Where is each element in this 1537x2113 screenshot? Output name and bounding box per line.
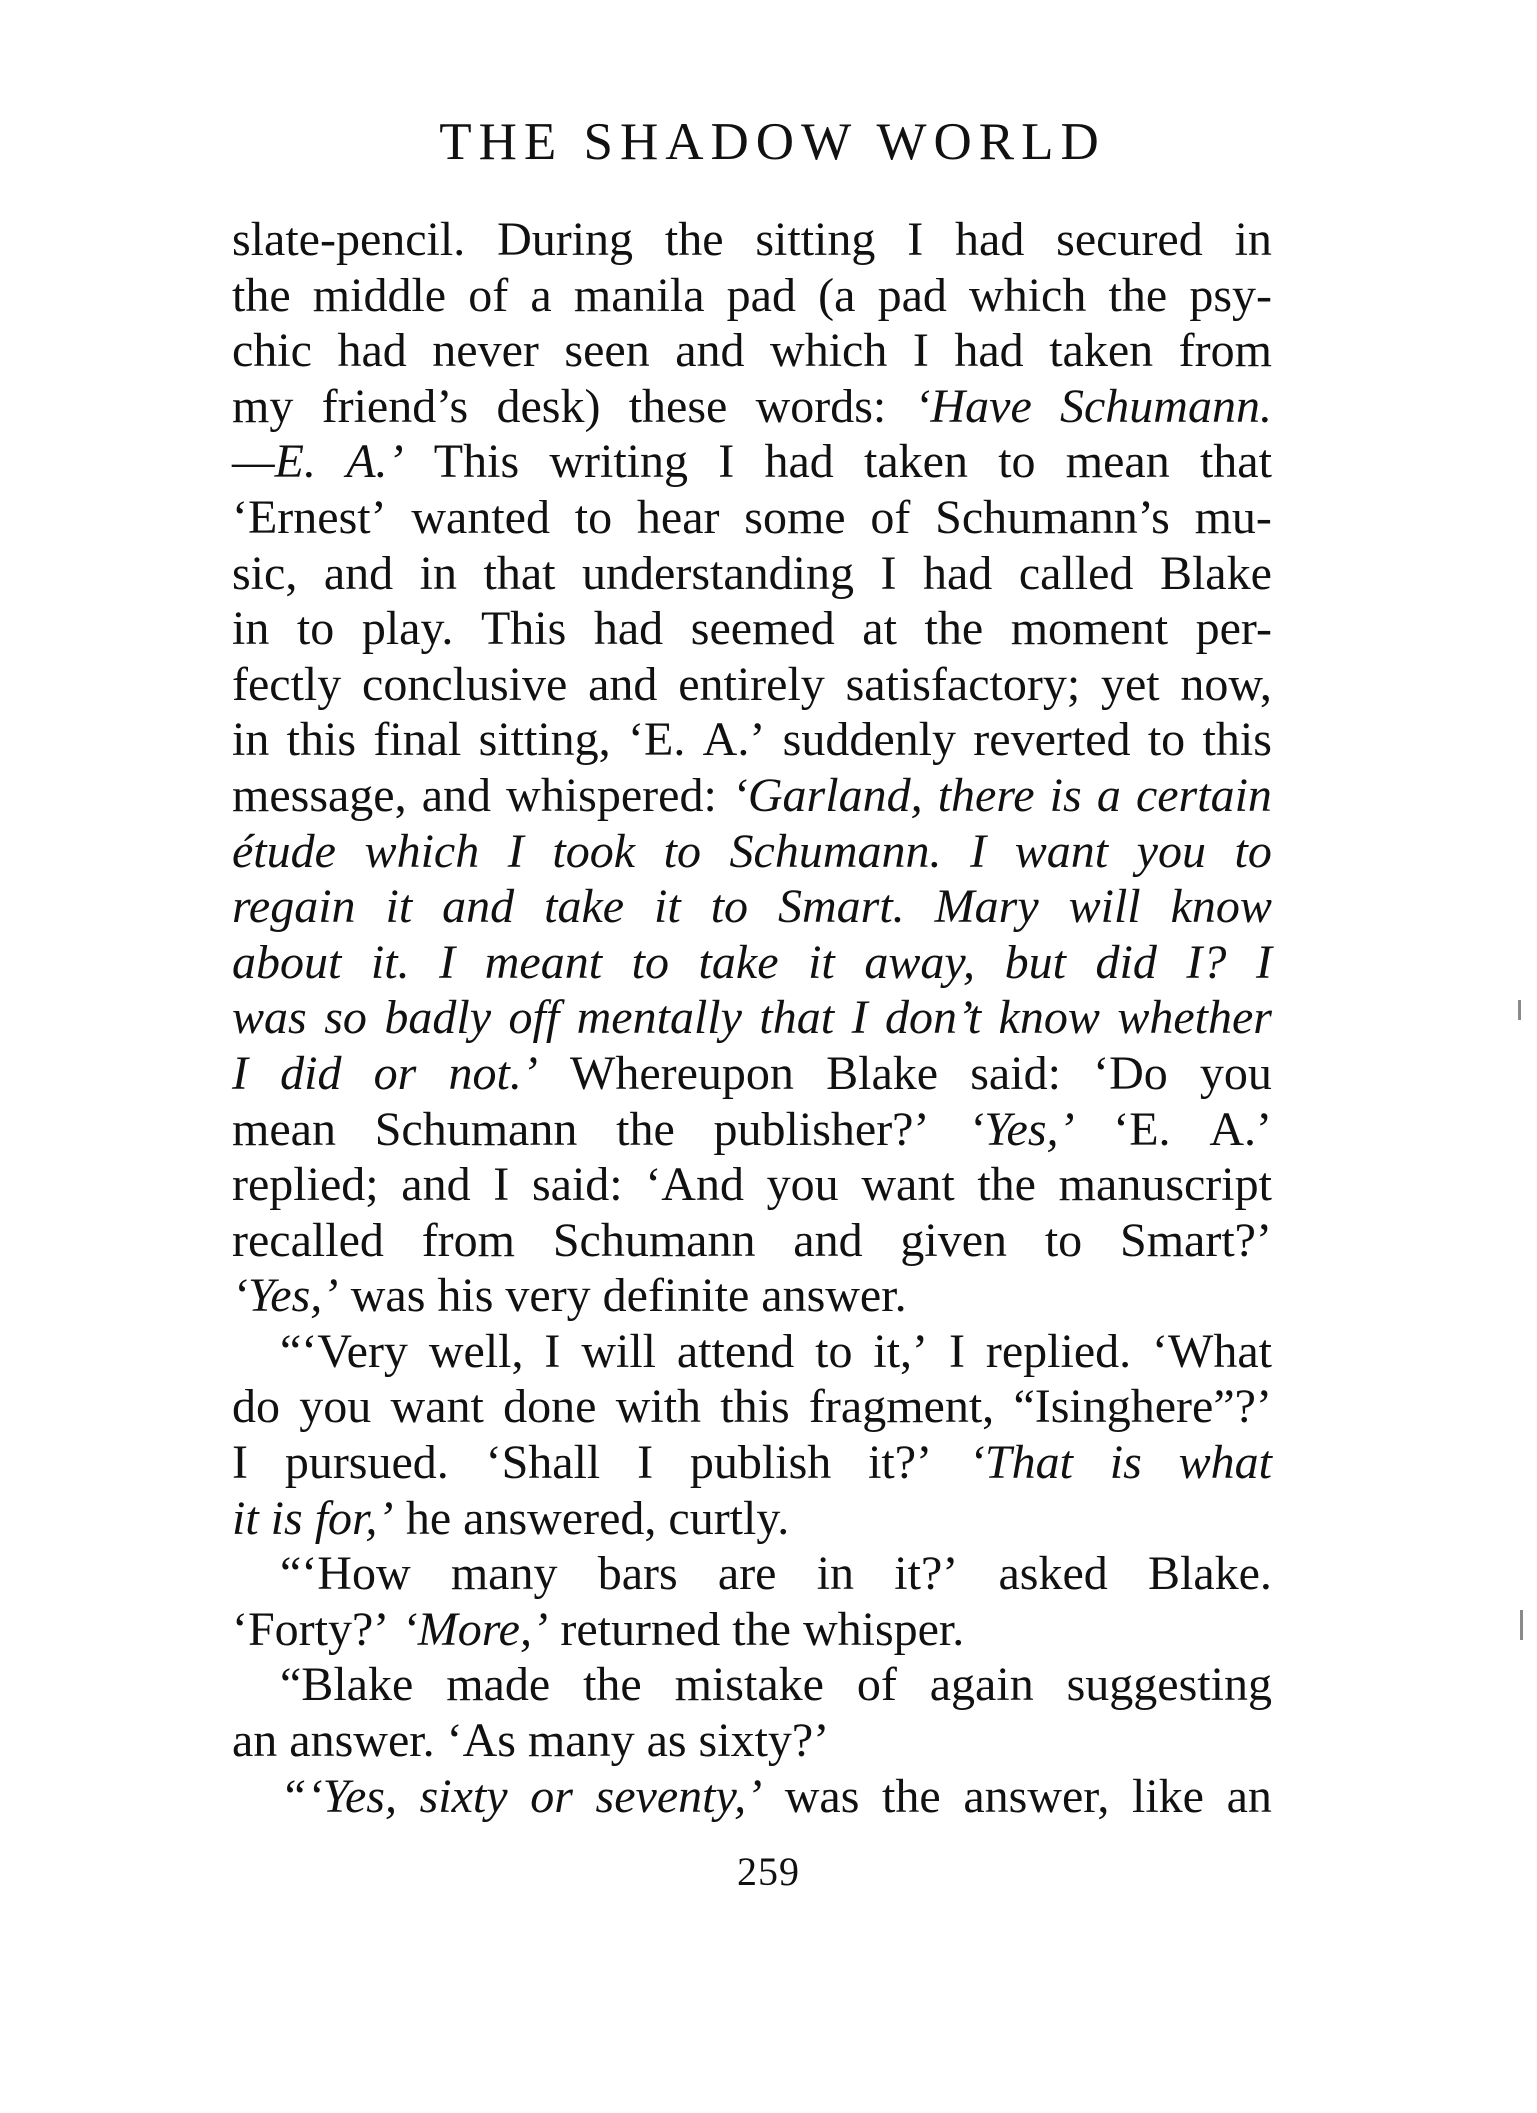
text-line [232,1769,1272,1825]
text-line [232,712,1272,768]
roman-text: to [815,1324,853,1378]
roman-text: said: [970,1046,1061,1100]
roman-text: “Isinghere”?’ [1013,1380,1272,1434]
roman-text: publisher?’ [713,1102,930,1156]
italic-text: ‘Garland, [731,768,923,822]
text-line [232,1102,1272,1158]
roman-text: of [468,268,509,322]
roman-text: This [433,435,520,489]
text-line [232,379,1272,435]
italic-text: to [710,880,749,934]
roman-text: “Blake [280,1658,414,1712]
italic-text: took [552,824,636,878]
text-line [232,1657,1272,1713]
roman-text: was [784,1769,860,1823]
roman-text: and [675,324,745,378]
roman-text: well, [428,1324,524,1378]
roman-text: suggesting [1066,1658,1272,1712]
roman-text: answer, [963,1769,1110,1823]
roman-text: desk) [496,379,601,433]
roman-text: from [1178,324,1272,378]
roman-text: middle [312,268,447,322]
roman-text: and [401,1158,471,1212]
roman-text: final [373,713,462,767]
roman-text: it,’ [873,1324,929,1378]
text-line [232,1713,1272,1769]
roman-text: to [998,435,1036,489]
roman-text: had [337,324,407,378]
roman-text: moment [1010,602,1169,656]
roman-text: This [480,602,567,656]
roman-text: which [770,324,888,378]
roman-text: the [232,268,291,322]
roman-text: an answer. ‘As many as sixty?’ [232,1714,830,1768]
roman-text: Schumann’s [935,490,1170,544]
italic-text: Mary [934,880,1039,934]
body-text [232,212,1272,1824]
italic-text: it is for,’ [232,1491,394,1545]
roman-text: conclusive [362,657,568,711]
italic-text: off [508,991,560,1045]
roman-text: the [924,602,984,656]
text-line [232,1435,1272,1491]
roman-text: given [900,1213,1008,1267]
roman-text: wanted [411,490,550,544]
roman-text: the [1108,268,1168,322]
italic-text: or [530,1769,573,1823]
roman-text: had [923,546,993,600]
italic-text: it. [370,935,410,989]
italic-text: Smart. [778,880,905,934]
roman-text: had [593,602,664,656]
roman-text: it?’ [894,1547,959,1601]
text-line [232,657,1272,713]
scan-edge-mark [1518,1000,1521,1020]
roman-text: an [1226,1769,1272,1823]
roman-text: many [450,1547,558,1601]
text-line [232,935,1272,991]
italic-text: A.’ [346,435,404,489]
roman-text: manuscript [1058,1158,1272,1212]
roman-text: I [493,1158,510,1212]
text-line [232,434,1272,490]
italic-text: about [232,935,342,989]
roman-text: will [581,1324,656,1378]
roman-text: I [718,435,735,489]
text-line [232,323,1272,379]
italic-text: but [1004,935,1066,989]
roman-text: it?’ [868,1436,933,1490]
roman-text: satisfactory; [845,657,1081,711]
roman-text: now, [1180,657,1272,711]
roman-text: per- [1195,602,1272,656]
roman-text: ‘Shall [485,1436,601,1490]
roman-text: During [497,213,634,266]
roman-text: friend’s [321,379,469,433]
roman-text: pad [726,268,796,322]
text-line [232,879,1272,935]
italic-text: mentally [576,991,742,1045]
italic-text: whether [1117,991,1272,1045]
italic-text: did [280,1046,342,1100]
roman-text: play. [361,602,454,656]
roman-text: A.’ [1209,1102,1272,1156]
roman-text: Blake [826,1046,939,1100]
text-line [232,1602,1272,1658]
italic-text: know [998,991,1100,1045]
text-line [232,268,1272,324]
italic-text: badly [384,991,491,1045]
italic-text: don’t [885,991,982,1045]
roman-text: you [766,1158,839,1212]
roman-text: done [503,1380,597,1434]
italic-text: I [1255,935,1272,989]
roman-text: message, [232,768,407,822]
roman-text: at [862,602,897,656]
roman-text: this [286,713,357,767]
roman-text: secured [1056,213,1203,266]
roman-text: ‘Do [1093,1046,1168,1100]
italic-text: and [442,880,515,934]
roman-text: Blake. [1147,1547,1272,1601]
roman-text: words: [755,379,887,433]
roman-text: Whereupon [570,1046,794,1100]
roman-text: A.’ [702,713,766,767]
italic-text: étude [232,824,336,878]
roman-text: fragment, [808,1380,995,1434]
italic-text: seventy,’ [595,1769,763,1823]
italic-text: want [1014,824,1109,878]
roman-text: had [955,213,1025,266]
text-line [232,1268,1272,1324]
italic-text: is [1049,768,1082,822]
text-line [232,824,1272,880]
roman-text: and [421,768,492,822]
roman-text: seemed [690,602,835,656]
roman-text: sic, [232,546,298,600]
roman-text: my [232,379,294,433]
italic-text: what [1178,1436,1272,1490]
text-line [232,990,1272,1046]
roman-text: and [323,546,394,600]
roman-text: had [764,435,834,489]
roman-text: publish [689,1436,832,1490]
roman-text: that [1199,435,1272,489]
italic-text: to [1234,824,1272,878]
italic-text: Schumann. [729,824,942,878]
roman-text: returned the whisper. [560,1602,965,1656]
roman-text: some [744,490,846,544]
roman-text: I [907,213,924,266]
roman-text: to [1147,713,1186,767]
roman-text: that [483,546,556,600]
italic-text: that [759,991,835,1045]
roman-text: which [969,268,1087,322]
roman-text: entirely [678,657,825,711]
italic-text: will [1068,880,1141,934]
italic-text: I [851,991,868,1045]
roman-text: the [977,1158,1036,1212]
roman-text: in [232,713,270,767]
italic-text: so [324,991,367,1045]
italic-text: take [544,880,625,934]
roman-text: slate-pencil. [232,213,466,266]
roman-text: a [530,268,552,322]
roman-text: the [664,213,724,266]
roman-text: Blake [1159,546,1272,600]
roman-text: mu- [1194,490,1272,544]
roman-text: in [1234,213,1272,266]
italic-text: ‘That [968,1436,1073,1490]
roman-text: you [299,1380,372,1434]
roman-text: ‘And [645,1158,744,1212]
italic-text: which [364,824,480,878]
roman-text: this [720,1380,790,1434]
roman-text: suddenly [782,713,956,767]
italic-text: certain [1135,768,1272,822]
roman-text: never [432,324,539,378]
roman-text: are [717,1547,777,1601]
roman-text: and [793,1213,863,1267]
italic-text: know [1170,880,1272,934]
roman-text: ‘Forty?’ [232,1602,390,1656]
roman-text: to [1044,1213,1083,1267]
roman-text: I [912,324,929,378]
roman-text: taken [864,435,968,489]
roman-text: pad [877,268,947,322]
text-line [232,1324,1272,1380]
roman-text: ‘What [1152,1324,1272,1378]
italic-text: a [1096,768,1121,822]
roman-text: you [1199,1046,1272,1100]
roman-text: recalled [232,1213,384,1267]
roman-text: ‘Ernest’ [232,490,387,544]
roman-text: chic [232,324,312,378]
text-line [232,1491,1272,1547]
text-line [232,490,1272,546]
roman-text: hear [636,490,720,544]
text-line [232,768,1272,824]
roman-text: asked [998,1547,1108,1601]
roman-text: want [861,1158,955,1212]
roman-text: the [583,1658,642,1712]
roman-text: I [232,1436,248,1490]
italic-text: to [631,935,669,989]
roman-text: in [232,602,270,656]
italic-text: I [507,824,524,878]
page-number: 259 [737,1849,800,1894]
roman-text: sitting [755,213,876,266]
roman-text: I [880,546,897,600]
roman-text: taken [1049,324,1154,378]
italic-text: away, [864,935,975,989]
text-line [232,1546,1272,1602]
italic-text: I [970,824,987,878]
text-line [232,601,1272,657]
italic-text: —E. [232,435,316,489]
roman-text: bars [597,1547,678,1601]
roman-text: I [637,1436,654,1490]
text-line [232,1046,1272,1102]
roman-text: this [1202,713,1272,767]
roman-text: yet [1100,657,1160,711]
roman-text: I [948,1324,965,1378]
italic-text: was [232,991,307,1045]
italic-text: or [373,1046,417,1100]
roman-text: seen [564,324,650,378]
running-head: THE SHADOW WORLD [439,113,1106,171]
italic-text: ‘Yes,’ [232,1269,339,1323]
roman-text: replied. [985,1324,1132,1378]
italic-text: it [654,880,681,934]
roman-text: the [616,1102,675,1156]
roman-text: and [588,657,658,711]
text-line [232,1157,1272,1213]
roman-text: I [544,1324,561,1378]
italic-text: I? [1186,935,1227,989]
roman-text: writing [549,435,689,489]
roman-text: in [419,546,458,600]
roman-text: was his very definite answer. [350,1269,907,1323]
roman-text: “‘How [280,1547,411,1601]
roman-text: Schumann [552,1213,756,1267]
roman-text: mean [232,1102,336,1156]
roman-text: called [1018,546,1134,600]
italic-text: I [232,1046,248,1100]
italic-text: meant [484,935,603,989]
roman-text: ‘E. [628,713,686,767]
roman-text: had [954,324,1024,378]
roman-text: of [870,490,911,544]
roman-text: psy- [1189,268,1272,322]
italic-text: to [663,824,701,878]
italic-text: ‘Yes,’ [968,1102,1075,1156]
italic-text: not.’ [448,1046,538,1100]
roman-text: pursued. [284,1436,449,1490]
roman-text: reverted [973,713,1131,767]
roman-text: Smart?’ [1120,1213,1272,1267]
roman-text: to [574,490,613,544]
roman-text: mean [1065,435,1170,489]
text-line [232,1213,1272,1269]
roman-text: in [816,1547,855,1601]
italic-text: regain [232,880,356,934]
italic-text: take [698,935,779,989]
roman-text: mistake [674,1658,824,1712]
roman-text: he answered, curtly. [405,1491,790,1545]
italic-text: “‘Yes, [280,1769,397,1823]
roman-text: these [628,379,728,433]
italic-text: there [937,768,1035,822]
roman-text: from [421,1213,515,1267]
italic-text: Schumann. [1060,379,1272,433]
roman-text: like [1131,1769,1204,1823]
roman-text: with [615,1380,702,1434]
roman-text: attend [676,1324,795,1378]
italic-text: ‘More,’ [401,1602,548,1656]
roman-text: (a [818,268,856,322]
roman-text: whispered: [506,768,717,822]
scan-edge-mark [1520,1610,1523,1640]
roman-text: said: [531,1158,623,1212]
italic-text: did [1095,935,1157,989]
roman-text: do [232,1380,280,1434]
roman-text: manila [573,268,705,322]
italic-text: I [439,935,456,989]
roman-text: of [856,1658,897,1712]
italic-text: it [385,880,413,934]
roman-text: ‘E. [1113,1102,1171,1156]
text-line [232,546,1272,602]
text-line [232,212,1272,268]
roman-text: again [929,1658,1034,1712]
roman-text: understanding [582,546,854,600]
roman-text: made [446,1658,551,1712]
roman-text: Schumann [374,1102,578,1156]
roman-text: replied; [232,1158,379,1212]
italic-text: it [808,935,835,989]
text-line [232,1379,1272,1435]
italic-text: ‘Have [914,379,1032,433]
roman-text: sitting, [478,713,611,767]
roman-text: “‘Very [280,1324,408,1378]
roman-text: the [882,1769,941,1823]
roman-text: to [296,602,335,656]
italic-text: is [1109,1436,1142,1490]
roman-text: fectly [232,657,342,711]
roman-text: want [390,1380,484,1434]
italic-text: you [1136,824,1206,878]
italic-text: sixty [419,1769,508,1823]
